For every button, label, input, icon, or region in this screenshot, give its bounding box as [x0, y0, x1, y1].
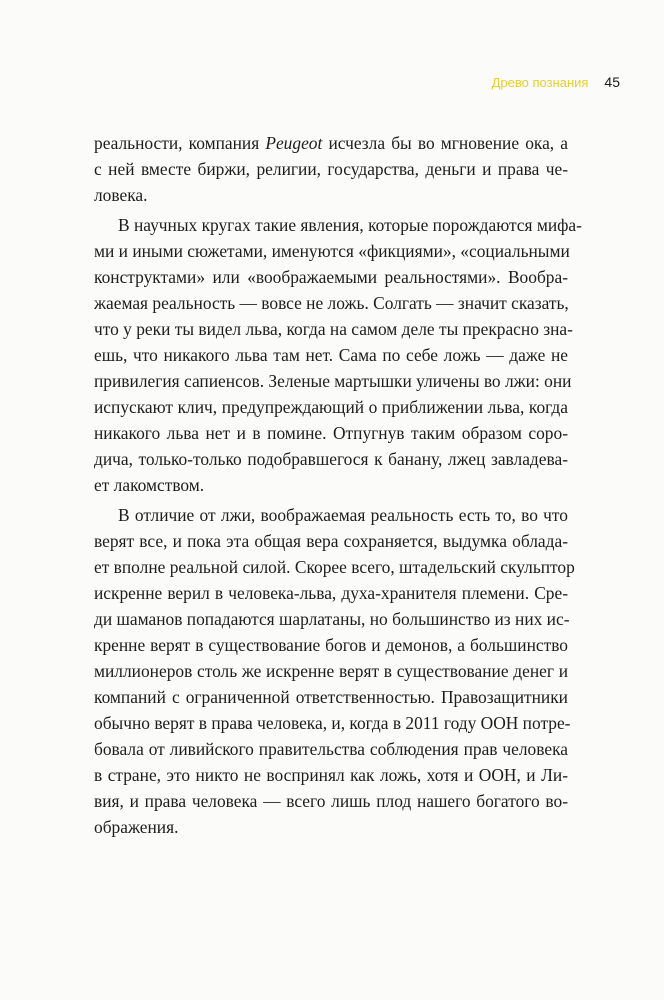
- page-number: 45: [604, 74, 620, 90]
- text-line: верят все, и пока эта общая вера сохраняется, выдумка облада-: [94, 531, 568, 551]
- text-line: привилегия сапиенсов. Зеленые мартышки уличены во лжи: они: [94, 371, 572, 391]
- text-line: конструктами» или «воображаемыми реальностями». Вообра-: [94, 267, 568, 287]
- text-line: В отличие от лжи, воображаемая реальность есть то, во что: [118, 505, 568, 525]
- text-line: бовала от ливийского правительства соблюдения прав человека: [94, 739, 568, 759]
- text-line: ет лакомством.: [94, 475, 205, 495]
- italic-brand-name: Peugeot: [265, 133, 323, 153]
- text-line: вия, и права человека — всего лишь плод нашего богатого во-: [94, 791, 568, 811]
- text-line: компаний с ограниченной ответственностью. Правозащитники: [94, 687, 568, 707]
- text-line: ловека.: [94, 185, 148, 205]
- text-line: никакого льва нет и в помине. Отпугнув таким образом соро-: [94, 423, 568, 443]
- text-line: в стране, это никто не воспринял как ложь, хотя и ООН, и Ли-: [94, 765, 568, 785]
- text-fragment: реальности, компания: [94, 133, 266, 153]
- text-line: жаемая реальность — вовсе не ложь. Солгать — значит сказать,: [94, 293, 569, 313]
- text-line: миллионеров столь же искренне верят в существование денег и: [94, 661, 568, 681]
- text-line: ди шаманов попадаются шарлатаны, но большинство из них ис-: [94, 609, 570, 629]
- text-line: кренне верят в существование богов и демонов, а большинство: [94, 635, 568, 655]
- paragraph-3: [94, 502, 575, 840]
- paragraph-2: [94, 212, 582, 498]
- text-line: обычно верят в права человека, и, когда в 2011 году ООН потре-: [94, 713, 571, 733]
- text-line: ми и иными сюжетами, именуются «фикциями», «социальными: [94, 241, 570, 261]
- body-text: [94, 130, 582, 840]
- text-line: В научных кругах такие явления, которые порождаются мифа-: [118, 215, 582, 235]
- text-line: испускают клич, предупреждающий о приближении льва, когда: [94, 397, 568, 417]
- text-line: ет вполне реальной силой. Скорее всего, штадельский скульптор: [94, 557, 575, 577]
- paragraph-1: [94, 130, 568, 208]
- running-header: [492, 74, 620, 90]
- text-line: с ней вместе биржи, религии, государства, деньги и права че-: [94, 159, 568, 179]
- running-title: Древо познания: [491, 75, 589, 90]
- text-line: что у реки ты видел льва, когда на самом деле ты прекрасно зна-: [94, 319, 573, 339]
- text-line: ешь, что никакого льва там нет. Сама по себе ложь — даже не: [94, 345, 568, 365]
- text-line: искренне верил в человека-льва, духа-хранителя племени. Сре-: [94, 583, 568, 603]
- text-line: [94, 130, 568, 156]
- text-line: ображения.: [94, 817, 179, 837]
- text-line: дича, только-только подобравшегося к банану, лжец завладева-: [94, 449, 568, 469]
- text-fragment: исчезла бы во мгновение ока, а: [322, 133, 568, 153]
